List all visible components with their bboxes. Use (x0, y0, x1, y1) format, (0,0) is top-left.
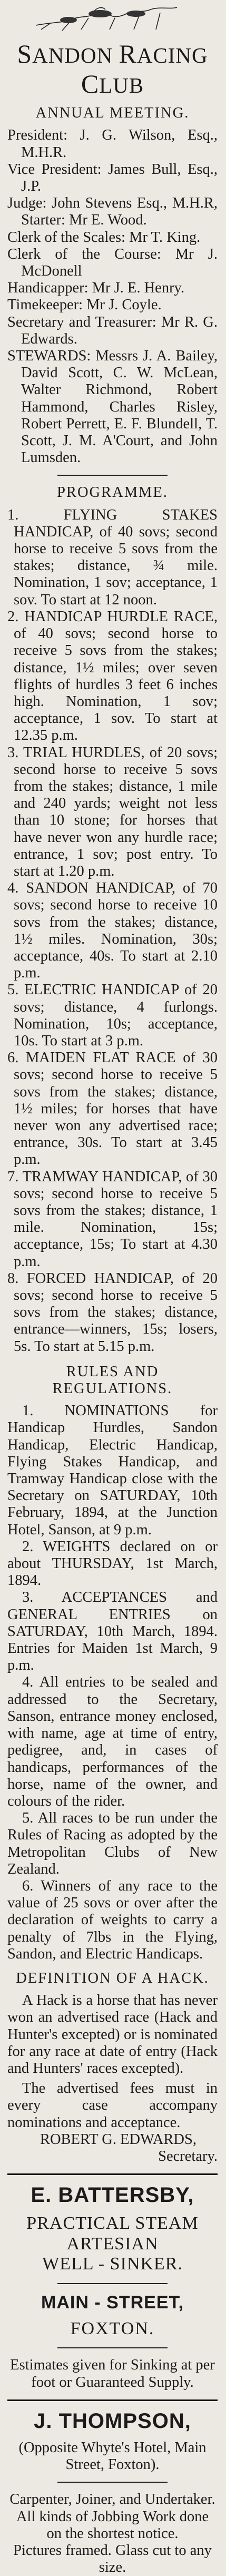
advertiser-trade: WELL - SINKER. (42, 2254, 183, 2274)
divider (57, 2482, 168, 2483)
battersby-advert (7, 2183, 218, 2391)
race-item: 5. ELECTRIC HANDICAP of 20 sovs; distance, 4 furlongs. Nomination, 10s; acceptance, 10s. To start at 3 p.m. (7, 982, 218, 1049)
divider (57, 2347, 168, 2348)
officer-line: President: J. G. Wilson, Esq., M.H.R. (7, 127, 218, 161)
rules-list (7, 1403, 218, 1963)
officer-line: Clerk of the Scales: Mr T. King. (7, 229, 201, 246)
fees-notice: The advertised fees must in every case accompany nominations and acceptance. (7, 2080, 218, 2131)
advertiser-name: E. BATTERSBY, (31, 2183, 194, 2207)
rule-item: 5. All races to be run under the Rules of Racing as adopted by the Metropolitan Clubs of New Zealand. (7, 1810, 218, 1877)
thompson-advert (7, 2410, 218, 2576)
club-title: SANDON RACING CLUB (17, 39, 208, 99)
signature-name: ROBERT G. EDWARDS, (40, 2131, 196, 2148)
rules-heading: RULES AND REGULATIONS. (52, 1363, 173, 1397)
rule-item: 1. NOMINATIONS for Handicap Hurdles, Sandon Handicap, Electric Handicap, Flying Stakes Handicap, and Tramway Handicap close with the Secretary on SATURDAY, 10th February, 1894, at the Junction Hotel, Sanson, at 9 p.m. (7, 1403, 218, 1538)
advertiser-trade: PRACTICAL STEAM ARTESIAN (26, 2213, 199, 2254)
officer-line: Handicapper: Mr J. E. Henry. (7, 280, 185, 297)
officer-line: Timekeeper: Mr J. Coyle. (7, 297, 162, 314)
stewards-line: STEWARDS: Messrs J. A. Bailey, David Scott, C. W. McLean, Walter Richmond, Robert Hammond, Charles Risley, Robert Perrett, E. F. Blundell, T. Scott, J. M. A'Court, and John Lumsden. (7, 348, 218, 466)
race-item: 1. FLYING STAKES HANDICAP, of 40 sovs; second horse to receive 5 sovs from the stakes; distance, ¾ mile. Nomination, 1 sov; acceptance, 1 sov. To start at 12 noon. (7, 506, 218, 608)
rule-item: 2. WEIGHTS declared on or about THURSDAY, 1st March, 1894. (7, 1538, 218, 1589)
meeting-heading: ANNUAL MEETING. (35, 105, 190, 122)
programme-heading: PROGRAMME. (57, 484, 168, 501)
advertiser-street: MAIN - STREET, (41, 2292, 184, 2313)
rule-item: 6. Winners of any race to the value of 25 sovs or over after the declaration of weights to carry a penalty of 7lbs in the Flying, Sandon, and Electric Handicaps. (7, 1877, 218, 1962)
officer-line: Vice President: James Bull, Esq., J.P. (7, 161, 218, 195)
hack-heading: DEFINITION OF A HACK. (16, 1970, 209, 1986)
advertiser-town: FOXTON. (70, 2318, 155, 2338)
officer-line: Clerk of the Course: Mr J. McDonell (7, 246, 218, 280)
divider (7, 2173, 218, 2175)
race-item: 4. SANDON HANDICAP, of 70 sovs; second horse to receive 10 sovs from the stakes; distance, 1½ miles. Nomination, 30s; acceptance, 40s. To start at 2.10 p.m. (7, 880, 218, 982)
hack-definition: A Hack is a horse that has never won an advertised race (Hack and Hunter's excepted) or is nominated for any race at date of entry (Hack and Hunters' races excepted). (7, 1992, 218, 2077)
officer-line: Judge: John Stevens Esq., M.H.R, Starter: Mr E. Wood. (7, 195, 218, 229)
race-item: 2. HANDICAP HURDLE RACE, of 40 sovs; second horse to receive 5 sovs from the stakes; distance, 1½ miles; over seven flights of hurdles 3 feet 6 inches high. Nomination, 1 sov; acceptance, 1 sov. To start at 12.35 p.m. (7, 608, 218, 744)
advertiser-line: Carpenter, Joiner, and Undertaker. (9, 2491, 215, 2508)
rule-item: 4. All entries to be sealed and addressed to the Secretary, Sanson, entrance money enclosed, with name, age at time of entry, pedigree, and, in cases of handicaps, performances of the horse, name of the owner, and colours of the rider. (7, 1674, 218, 1809)
officer-line: Secretary and Treasurer: Mr R. G. Edwards. (7, 314, 218, 347)
race-list (7, 507, 218, 1355)
advertiser-name: J. THOMPSON, (34, 2409, 191, 2433)
advertiser-offer: Estimates given for Sinking at per foot or Guaranteed Supply. (10, 2357, 215, 2391)
race-item: 3. TRIAL HURDLES, of 20 sovs; second horse to receive 5 sovs from the stakes; distance, 1 mile and 240 yards; weight not less than 10 stone; for horses that have never won any hurdle race; entrance, 1 sov; post entry. To start at 1.20 p.m. (7, 744, 218, 879)
advertiser-line: Pictures framed. Glass cut to any size. (13, 2542, 212, 2576)
divider (7, 2399, 218, 2401)
racehorse-emblem-icon (31, 2, 218, 38)
race-item: 8. FORCED HANDICAP, of 20 sovs; second horse to receive 5 sovs from the stakes; distance, entrance—winners, 15s; losers, 5s. To start at 5.15 p.m. (7, 1270, 218, 1355)
officers-list (7, 127, 218, 466)
rule-item: 3. ACCEPTANCES and GENERAL ENTRIES on SATURDAY, 10th March, 1894. Entries for Maiden 1st March, 9 p.m. (7, 1589, 218, 1674)
signature-title: Secretary. (158, 2148, 218, 2164)
divider (57, 2283, 168, 2284)
divider (57, 475, 168, 476)
race-item: 7. TRAMWAY HANDICAP, of 30 sovs; second horse to receive 5 sovs from the stakes; distance, 1 mile. Nomination, 15s; acceptance, 15s; To start at 4.30 p.m. (7, 1168, 218, 1270)
race-item: 6. MAIDEN FLAT RACE of 30 sovs; second horse to receive 5 sovs from the stakes; distance, 1½ miles; for horses that have never won any advertised race; entrance, 30s. To start at 3.45 p.m. (7, 1050, 218, 1168)
advertiser-address: (Opposite Whyte's Hotel, Main Street, Foxton). (18, 2439, 207, 2473)
advertiser-line: All kinds of Jobbing Work done on the shortest notice. (16, 2508, 209, 2542)
